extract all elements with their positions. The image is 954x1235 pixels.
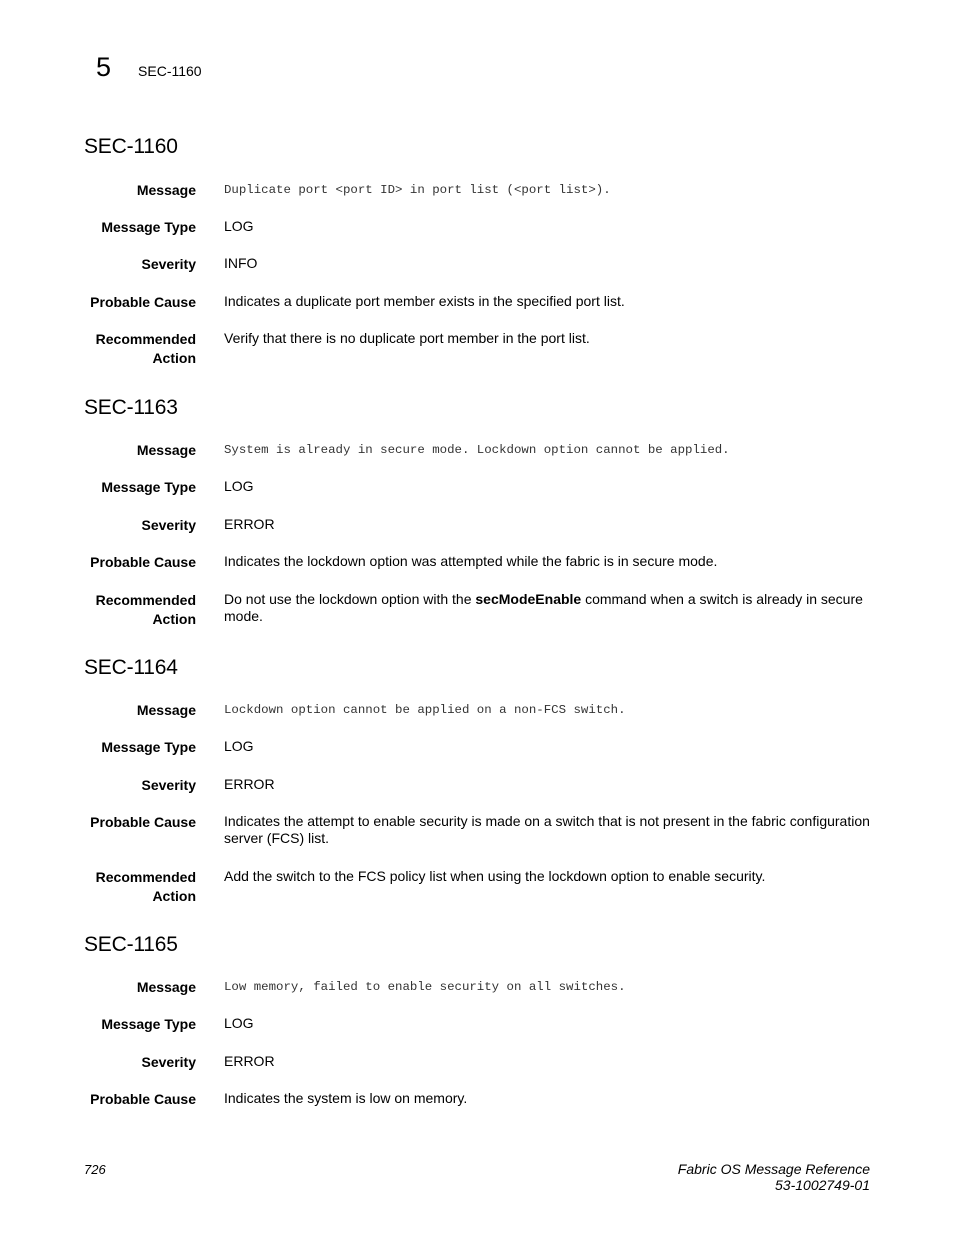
message-entry bbox=[84, 135, 884, 366]
message-label: Message bbox=[136, 702, 196, 718]
message-type-value: LOG bbox=[224, 218, 254, 234]
entry-title: SEC-1163 bbox=[84, 396, 178, 419]
entry-title: SEC-1165 bbox=[84, 933, 178, 956]
probable-cause-label: Probable Cause bbox=[90, 554, 196, 570]
probable-cause-label: Probable Cause bbox=[90, 814, 196, 830]
running-header bbox=[96, 54, 202, 94]
severity-label: Severity bbox=[141, 517, 196, 533]
probable-cause-label: Probable Cause bbox=[90, 1091, 196, 1107]
document-title: Fabric OS Message Reference bbox=[677, 1161, 870, 1177]
entry-title: SEC-1164 bbox=[84, 656, 178, 679]
message-text: Low memory, failed to enable security on all switches. bbox=[224, 980, 626, 994]
message-type-label: Message Type bbox=[101, 739, 196, 755]
recommended-action-label: Recommended Action bbox=[95, 869, 196, 904]
probable-cause-text: Indicates a duplicate port member exists in the specified port list. bbox=[224, 293, 625, 309]
recommended-action-label: Recommended Action bbox=[95, 592, 196, 627]
message-text: System is already in secure mode. Lockdown option cannot be applied. bbox=[224, 443, 730, 457]
message-type-label: Message Type bbox=[101, 219, 196, 235]
running-title: SEC-1160 bbox=[138, 63, 202, 79]
recommended-action-post: command when a switch is already in secure mode. bbox=[224, 591, 863, 624]
probable-cause-label: Probable Cause bbox=[90, 294, 196, 310]
message-label: Message bbox=[136, 979, 196, 995]
command-name: secModeEnable bbox=[475, 591, 582, 607]
probable-cause-text: Indicates the lockdown option was attempted while the fabric is in secure mode. bbox=[224, 553, 718, 569]
recommended-action-text: Add the switch to the FCS policy list when using the lockdown option to enable security. bbox=[224, 868, 766, 884]
severity-value: ERROR bbox=[224, 516, 275, 532]
severity-label: Severity bbox=[141, 777, 196, 793]
message-label: Message bbox=[136, 182, 196, 198]
recommended-action-label: Recommended Action bbox=[95, 331, 196, 366]
message-type-label: Message Type bbox=[101, 479, 196, 495]
probable-cause-text: Indicates the attempt to enable security is made on a switch that is not present in the fabric configuration server (FCS) list. bbox=[224, 813, 870, 846]
severity-value: ERROR bbox=[224, 1053, 275, 1069]
document-number: 53-1002749-01 bbox=[775, 1177, 870, 1193]
message-type-value: LOG bbox=[224, 478, 254, 494]
recommended-action-text: Verify that there is no duplicate port member in the port list. bbox=[224, 330, 590, 346]
severity-label: Severity bbox=[141, 256, 196, 272]
message-entry bbox=[84, 933, 884, 1107]
message-label: Message bbox=[136, 442, 196, 458]
message-type-value: LOG bbox=[224, 738, 254, 754]
message-entry bbox=[84, 656, 884, 904]
probable-cause-text: Indicates the system is low on memory. bbox=[224, 1090, 468, 1106]
message-entry bbox=[84, 396, 884, 627]
severity-label: Severity bbox=[141, 1054, 196, 1070]
entry-title: SEC-1160 bbox=[84, 135, 178, 158]
recommended-action-pre: Do not use the lockdown option with the bbox=[224, 591, 476, 607]
message-text: Lockdown option cannot be applied on a non-FCS switch. bbox=[224, 703, 626, 717]
severity-value: ERROR bbox=[224, 776, 275, 792]
message-type-label: Message Type bbox=[101, 1016, 196, 1032]
severity-value: INFO bbox=[224, 255, 258, 271]
recommended-action-text bbox=[224, 591, 874, 625]
message-text: Duplicate port <port ID> in port list (<port list>). bbox=[224, 183, 611, 197]
chapter-number: 5 bbox=[96, 52, 112, 82]
document-info bbox=[678, 1161, 870, 1193]
message-type-value: LOG bbox=[224, 1015, 254, 1031]
page-number: 726 bbox=[84, 1162, 106, 1177]
